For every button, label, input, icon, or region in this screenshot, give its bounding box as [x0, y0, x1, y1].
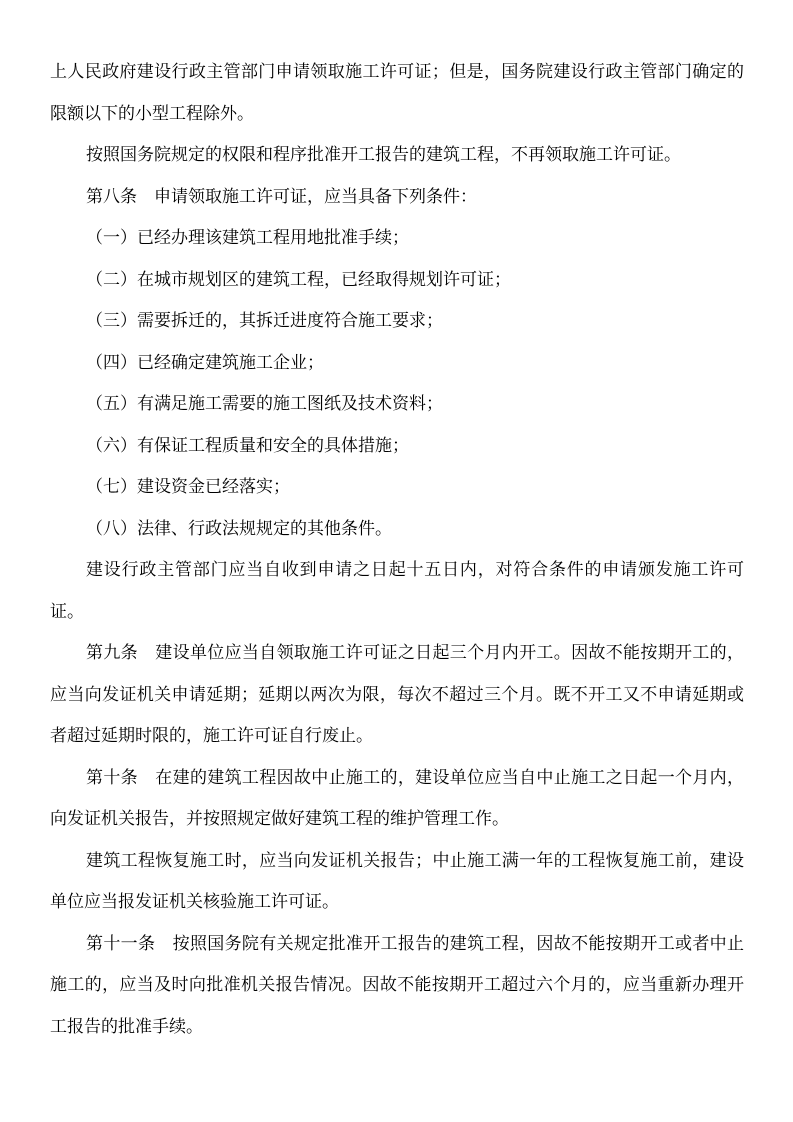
article-9: 第九条 建设单位应当自领取施工许可证之日起三个月内开工。因故不能按期开工的，应当向发证机关申请延期；延期以两次为限，每次不超过三个月。既不开工又不申请延期或者超过延期时限的，施工许可证自行废止。 — [50, 643, 744, 746]
paragraph-resume-construction: 建筑工程恢复施工时，应当向发证机关报告；中止施工满一年的工程恢复施工前，建设单位应当报发证机关核验施工许可证。 — [50, 850, 744, 912]
condition-item-3: （三）需要拆迁的，其拆迁进度符合施工要求； — [86, 311, 443, 331]
article-10: 第十条 在建的建筑工程因故中止施工的，建设单位应当自中止施工之日起一个月内，向发证机关报告，并按照规定做好建筑工程的维护管理工作。 — [50, 767, 744, 829]
condition-item-1: （一）已经办理该建筑工程用地批准手续； — [86, 228, 409, 248]
condition-item-5: （五）有满足施工需要的施工图纸及技术资料； — [86, 394, 443, 414]
article-8: 第八条 申请领取施工许可证，应当具备下列条件： — [86, 186, 477, 207]
condition-item-7: （七）建设资金已经落实； — [86, 477, 290, 497]
paragraph-issuance-deadline: 建设行政主管部门应当自收到申请之日起十五日内，对符合条件的申请颁发施工许可证。 — [50, 560, 744, 622]
paragraph-continuation: 上人民政府建设行政主管部门申请领取施工许可证；但是，国务院建设行政主管部门确定的限额以下的小型工程除外。 — [50, 62, 744, 124]
paragraph-approval-report: 按照国务院规定的权限和程序批准开工报告的建筑工程，不再领取施工许可证。 — [86, 145, 681, 165]
article-11: 第十一条 按照国务院有关规定批准开工报告的建筑工程，因故不能按期开工或者中止施工的，应当及时向批准机关报告情况。因故不能按期开工超过六个月的，应当重新办理开工报告的批准手续。 — [50, 933, 744, 1037]
condition-item-4: （四）已经确定建筑施工企业； — [86, 352, 324, 373]
condition-item-6: （六）有保证工程质量和安全的具体措施； — [86, 435, 409, 456]
document-page — [50, 52, 744, 1048]
condition-item-8: （八）法律、行政法规规定的其他条件。 — [86, 518, 392, 539]
condition-item-2: （二）在城市规划区的建筑工程，已经取得规划许可证； — [86, 269, 511, 290]
